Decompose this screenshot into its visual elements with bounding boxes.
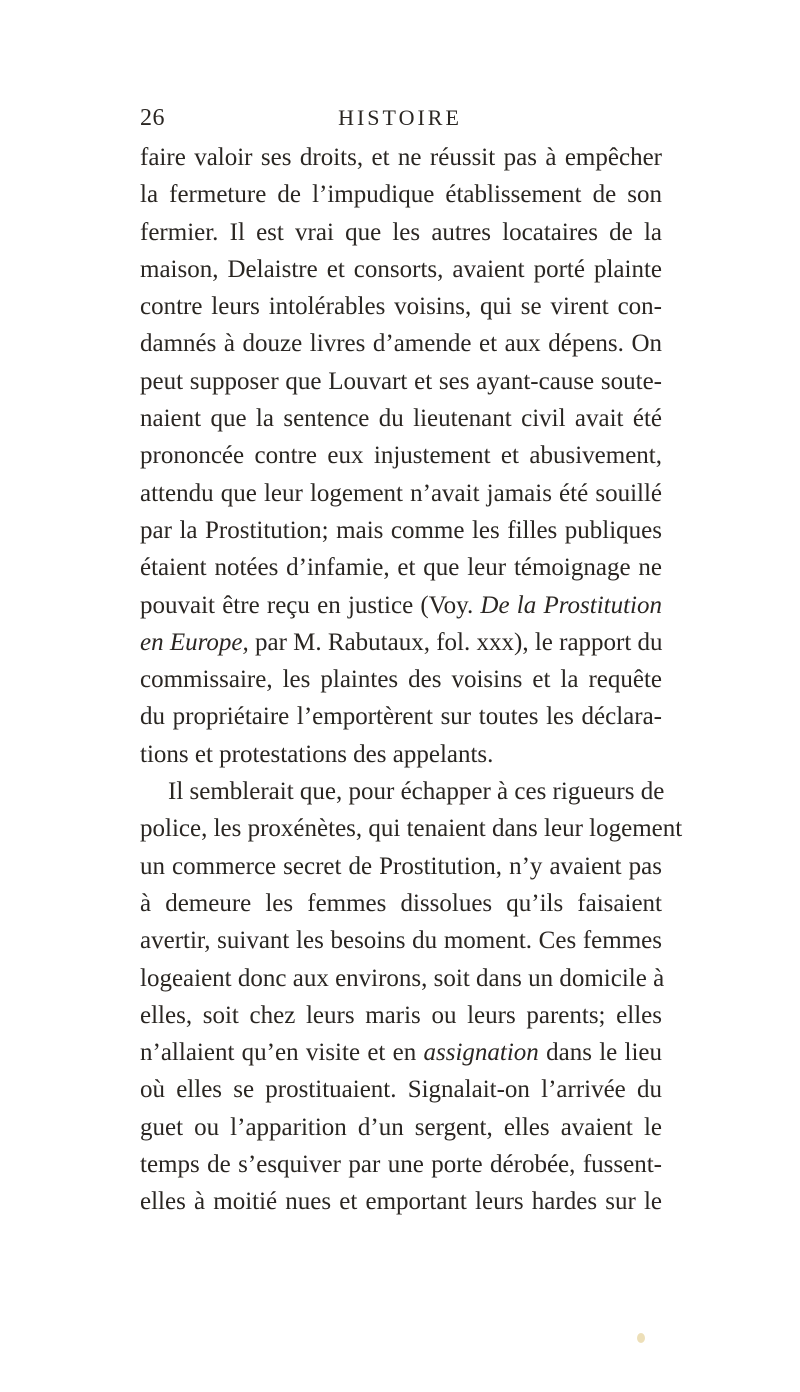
text-line: un commerce secret de Prostitution, n’y avaient pas [140, 852, 662, 880]
book-title-italic: De la Prostitution [480, 591, 662, 619]
text-line: étaient notées d’infamie, et que leur témoignage ne [140, 554, 662, 582]
running-head [140, 105, 660, 135]
text-line: à demeure les femmes dissolues qu’ils faisaient [140, 889, 662, 917]
text-line: par la Prostitution; mais comme les filles publiques [140, 516, 662, 544]
text-line: elles à moitié nues et emportant leurs hardes sur le [140, 1188, 662, 1216]
text-line: du propriétaire l’emportèrent sur toutes les déclara- [140, 703, 662, 731]
text-line: attendu que leur logement n’avait jamais été souillé [140, 479, 662, 507]
text-line: damnés à douze livres d’amende et aux dépens. On [140, 330, 662, 358]
book-title-italic: en Europe, [140, 628, 249, 656]
text-line: logeaient donc aux environs, soit dans un domicile à [140, 964, 665, 992]
text-line: naient que la sentence du lieutenant civil avait été [140, 405, 662, 433]
text-line: en Europe, par M. Rabutaux, fol. xxx), le rapport du [140, 628, 663, 656]
text-line: la fermeture de l’impudique établissement de son [140, 181, 662, 209]
text-line: peut supposer que Louvart et ses ayant-cause soute- [140, 367, 662, 395]
text-line: guet ou l’apparition d’un sergent, elles avaient le [140, 1113, 662, 1141]
text-line: n’allaient qu’en visite et en assignation dans le lieu [140, 1039, 663, 1067]
text-line: avertir, suivant les besoins du moment. Ces femmes [140, 927, 662, 955]
text-line: temps de s’esquiver par une porte dérobée, fussent- [140, 1151, 662, 1179]
text-line: contre leurs intolérables voisins, qui se virent con- [140, 293, 662, 321]
text-line-paragraph-end: tions et protestations des appelants. [140, 740, 494, 768]
text-line: commissaire, les plaintes des voisins et la requête [140, 666, 662, 694]
text-line-paragraph-start: Il semblerait que, pour échapper à ces rigueurs de [168, 778, 665, 806]
text-line: police, les proxénètes, qui tenaient dans leur logement [140, 815, 683, 843]
text-line: où elles se prostituaient. Signalait-on l’arrivée du [140, 1076, 662, 1104]
text-line: pouvait être reçu en justice (Voy. De la Prostitution [140, 591, 662, 619]
text-line: elles, soit chez leurs maris ou leurs parents; elles [140, 1001, 662, 1029]
text-line: maison, Delaistre et consorts, avaient porté plainte [140, 255, 662, 283]
italic-term: assignation [423, 1039, 539, 1067]
text-line: prononcée contre eux injustement et abusivement, [140, 442, 662, 470]
ink-speck [637, 1333, 645, 1343]
text-line: fermier. Il est vrai que les autres locataires de la [140, 218, 662, 246]
body-text [140, 139, 683, 1221]
running-title: HISTOIRE [338, 105, 462, 130]
text-line: faire valoir ses droits, et ne réussit pas à empêcher [140, 144, 662, 171]
page-number: 26 [140, 105, 165, 131]
